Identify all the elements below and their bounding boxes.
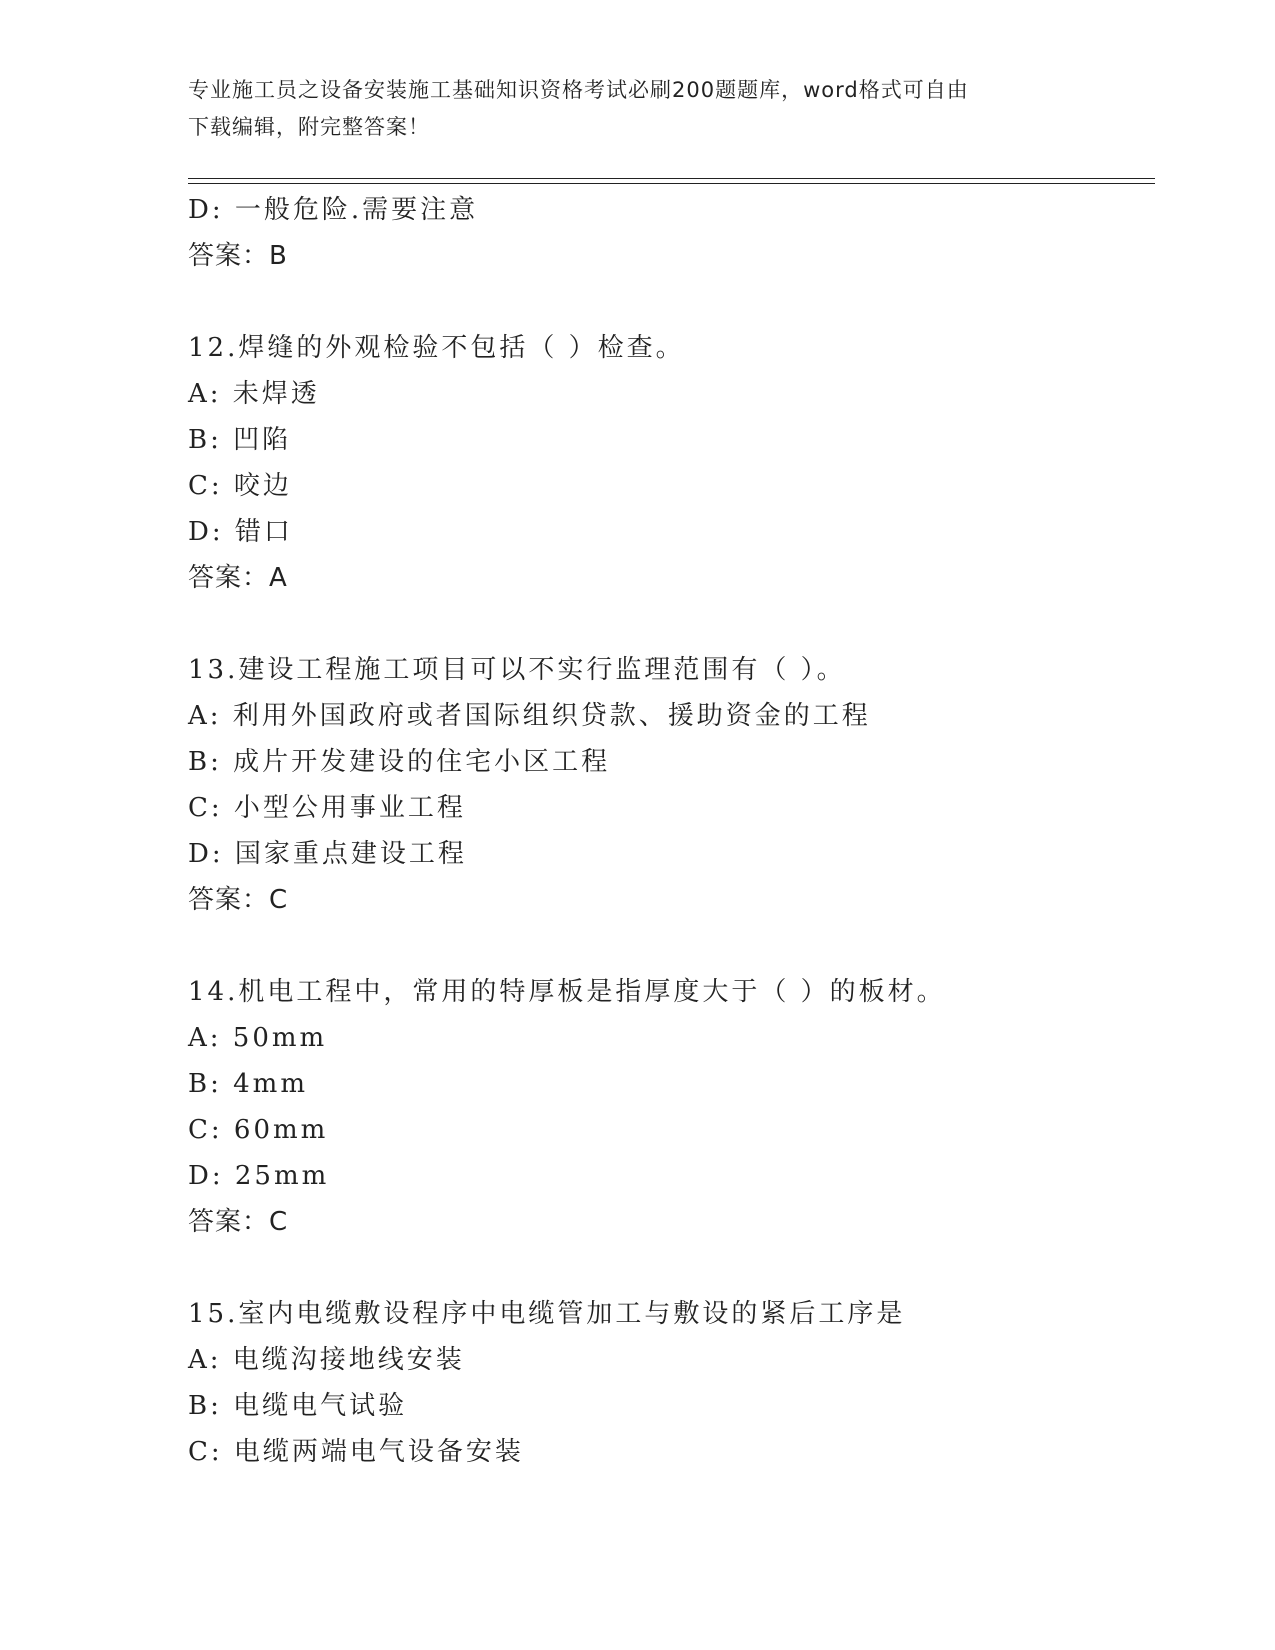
header-title-line-1: 专业施工员之设备安装施工基础知识资格考试必刷200题题库，word格式可自由 bbox=[188, 78, 969, 102]
question-block bbox=[188, 1291, 1148, 1475]
question-13-option-a: A: 利用外国政府或者国际组织贷款、援助资金的工程 bbox=[188, 701, 871, 731]
spacer bbox=[188, 1245, 1148, 1291]
question-14-option-b: B: 4mm bbox=[188, 1069, 308, 1099]
question-13-option-d: D: 国家重点建设工程 bbox=[188, 839, 467, 869]
spacer bbox=[188, 601, 1148, 647]
question-14-option-d: D: 25mm bbox=[188, 1161, 330, 1191]
question-block bbox=[188, 647, 1148, 923]
question-list bbox=[188, 187, 1148, 1475]
question-13-option-b: B: 成片开发建设的住宅小区工程 bbox=[188, 747, 611, 777]
question-11-option-d: D: 一般危险.需要注意 bbox=[188, 195, 479, 225]
question-block bbox=[188, 969, 1148, 1245]
question-15-option-b: B: 电缆电气试验 bbox=[188, 1391, 408, 1421]
question-14-stem: 14.机电工程中，常用的特厚板是指厚度大于（ ）的板材。 bbox=[188, 977, 946, 1007]
header-title-line-2: 下载编辑，附完整答案！ bbox=[188, 115, 430, 139]
spacer bbox=[188, 279, 1148, 325]
spacer bbox=[188, 923, 1148, 969]
question-15-stem: 15.室内电缆敷设程序中电缆管加工与敷设的紧后工序是 bbox=[188, 1299, 906, 1329]
question-14-option-c: C: 60mm bbox=[188, 1115, 329, 1145]
question-11-answer: 答案：B bbox=[188, 241, 288, 271]
question-12-option-c: C: 咬边 bbox=[188, 471, 292, 501]
question-12-option-a: A: 未焊透 bbox=[188, 379, 320, 409]
question-13-stem: 13.建设工程施工项目可以不实行监理范围有（ ）。 bbox=[188, 655, 846, 685]
header-rule-top bbox=[188, 178, 1155, 179]
question-12-option-d: D: 错口 bbox=[188, 517, 293, 547]
question-13-answer: 答案：C bbox=[188, 885, 289, 915]
question-14-option-a: A: 50mm bbox=[188, 1023, 328, 1053]
question-block bbox=[188, 325, 1148, 601]
header-rule-bottom bbox=[188, 183, 1155, 184]
question-12-option-b: B: 凹陷 bbox=[188, 425, 292, 455]
question-15-option-c: C: 电缆两端电气设备安装 bbox=[188, 1437, 524, 1467]
question-12-answer: 答案：A bbox=[188, 563, 288, 593]
question-12-stem: 12.焊缝的外观检验不包括（ ）检查。 bbox=[188, 333, 685, 363]
question-13-option-c: C: 小型公用事业工程 bbox=[188, 793, 466, 823]
question-14-answer: 答案：C bbox=[188, 1207, 289, 1237]
question-15-option-a: A: 电缆沟接地线安装 bbox=[188, 1345, 465, 1375]
document-header bbox=[188, 72, 1068, 146]
